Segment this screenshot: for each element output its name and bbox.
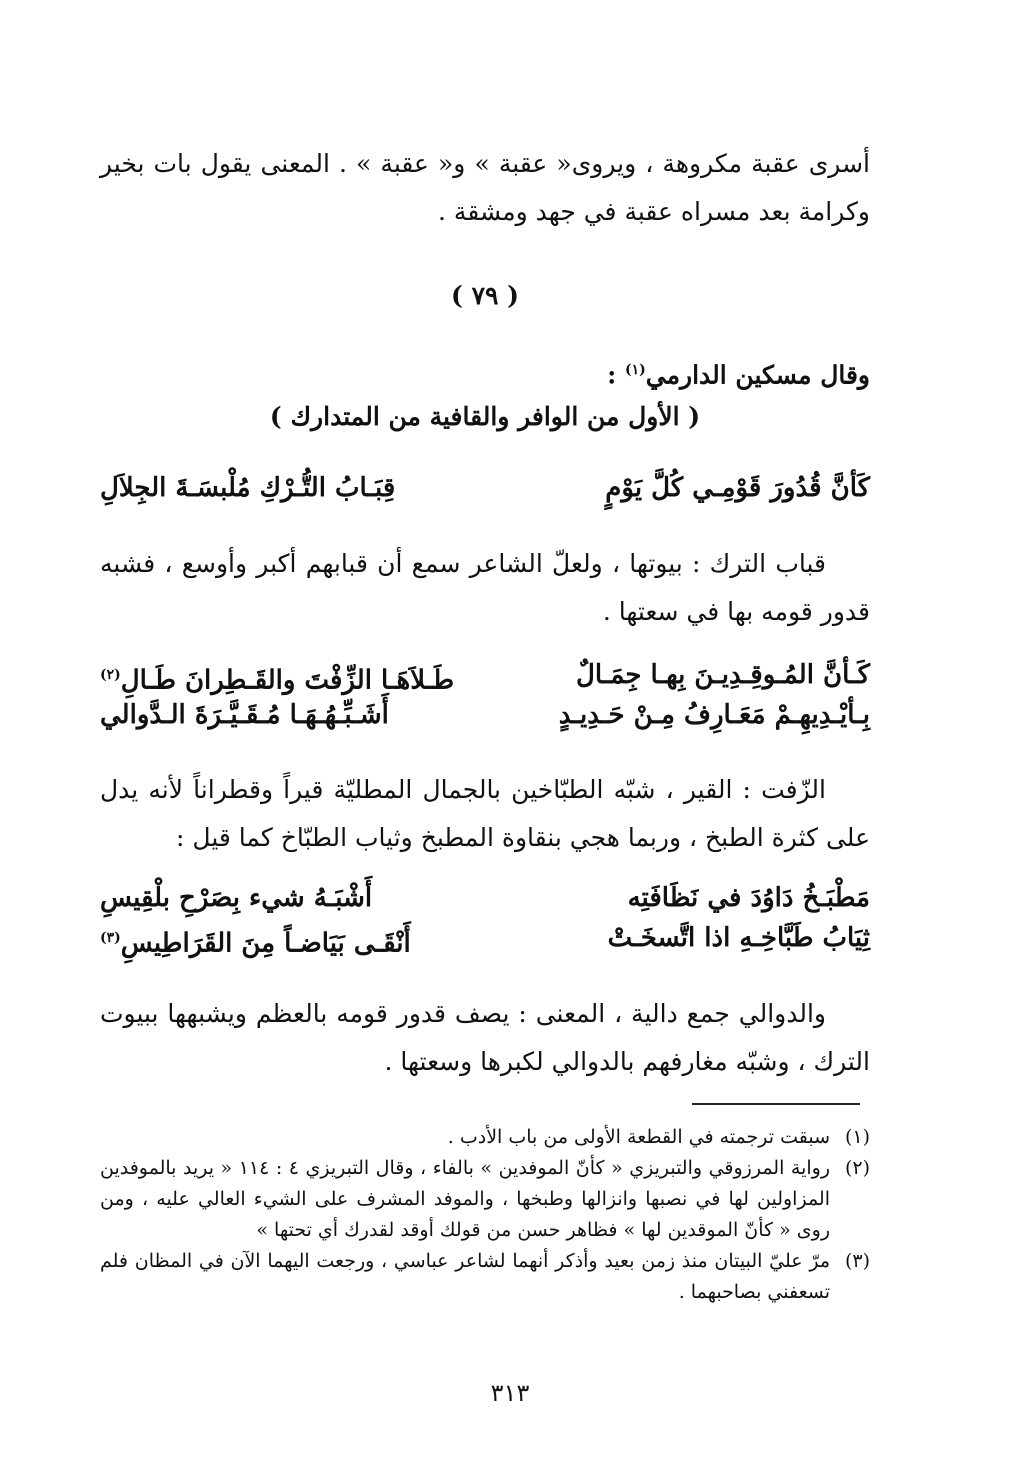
intro-text: أسرى عقبة مكروهة ، ويروى« عقبة » و« عقبة » . المعنى يقول بات بخير وكرامة بعد مسراه عقبة في جهد ومشقة .: [100, 149, 870, 226]
verse-2-first: كَـأنَّ المُـوقِـدِيـنَ بِهـا جِمَـالٌ: [575, 660, 870, 690]
verse-2: [100, 655, 870, 695]
verse-1: [100, 468, 870, 508]
verse-3-second: أَشَـبِّـهُـهَـا مُـقَـيَّـرَةَ الـدَّوالي: [100, 700, 389, 730]
verses-4-5: [100, 878, 870, 958]
intro-paragraph: [100, 140, 870, 236]
footnote-ref-2: (٢): [100, 667, 121, 683]
footnote-divider: [692, 1103, 860, 1105]
verse-1-first: كَأنَّ قُدُورَ قَوْمِـي كُلَّ يَوْمٍ: [605, 473, 870, 503]
verse-5-second: أَنْقَـى بَيَاضـاً مِنَ القَرَاطِيسِ: [120, 928, 411, 959]
footnote-3-text: مرّ عليّ البيتان منذ زمن بعيد وأذكر أنهما لشاعر عباسي ، ورجعت اليهما الآن في المظان فلم تسعفني بصاحبهما .: [100, 1250, 830, 1303]
comment-2-text: الزّفت : القير ، شبّه الطبّاخين بالجمال المطليّة قيراً وقطراناً لأنه يدل على كثرة الطبخ ، وربما هجي بنقاوة المطبخ وثياب الطبّاخ كما قيل :: [100, 775, 870, 852]
verse-2-second-wrap: [100, 655, 475, 695]
footnote-2-number: (٢): [844, 1157, 870, 1179]
comment-3-text: والدوالي جمع دالية ، المعنى : يصف قدور قومه بالعظم ويشبهها ببيوت الترك ، وشبّه مغارفهم بالدوالي لكبرها وسعتها .: [100, 999, 870, 1076]
footnote-3-number: (٣): [844, 1250, 870, 1272]
verse-3-first: بِـأيْـدِيهِـمْ مَعَـارِفُ مِـنْ حَـدِيـدٍ: [558, 700, 870, 730]
footnote-2: [100, 1153, 870, 1246]
footnotes: [100, 1122, 870, 1308]
poet-colon: :: [607, 360, 625, 390]
verse-5-first: ثِيَابُ طَبَّاخِـهِ اذا اتَّسخَـتْ: [607, 923, 870, 953]
page-number: ٣١٣: [490, 1379, 530, 1407]
verses-2-3: [100, 655, 870, 735]
verse-5: [100, 918, 870, 958]
footnote-3: [100, 1246, 870, 1308]
verse-4-second: أَشْبَـهُ شيء بِصَرْحِ بلْقِيسِ: [100, 883, 373, 913]
footnote-2-text: رواية المرزوقي والتبريزي « كأنّ الموفدين » بالفاء ، وقال التبريزي ٤ : ١١٤ « يريد بالموفدين المزاولين لها في نصبها وانزالها وطبخها ، والموفد المشرف على الشيء العالي عليه ، ومن روى « كأنّ الموقدين لها » فظاهر حسن من قولك أوقد لقدرك أي تحتها »: [100, 1157, 830, 1241]
verse-4-first: مَطْبَـخُ دَاوُدَ في نَظَافَتِه: [627, 883, 870, 913]
footnote-1: [100, 1122, 870, 1153]
footnote-ref-1: (١): [625, 362, 646, 378]
comment-1-text: قباب الترك : بيوتها ، ولعلّ الشاعر سمع أن قبابهم أكبر وأوسع ، فشبه قدور قومه بها في سعتها .: [100, 549, 870, 626]
comment-3: [100, 990, 870, 1086]
footnote-ref-3: (٣): [100, 930, 121, 946]
poem-number: ( ٧٩ ): [451, 281, 519, 310]
poet-line: [100, 346, 870, 399]
comment-1: [100, 540, 870, 636]
verse-2-second: طَـلاَهَـا الزِّفْتَ والقَـطِرانَ طَـالِ: [120, 665, 455, 696]
meter-line: ( الأول من الوافر والقافية من المتدارك ): [269, 402, 701, 431]
verse-1-second: قِبَـابُ التُّـرْكِ مُلْبسَـةَ الجِلاَلِ: [100, 473, 396, 503]
verse-4: [100, 878, 870, 918]
footnote-1-text: سبقت ترجمته في القطعة الأولى من باب الأدب .: [447, 1126, 830, 1148]
footnote-1-number: (١): [844, 1126, 870, 1148]
comment-2: [100, 766, 870, 862]
verse-5-second-wrap: [100, 918, 475, 958]
poet-text: وقال مسكين الدارمي: [645, 360, 870, 390]
verse-3: [100, 695, 870, 735]
